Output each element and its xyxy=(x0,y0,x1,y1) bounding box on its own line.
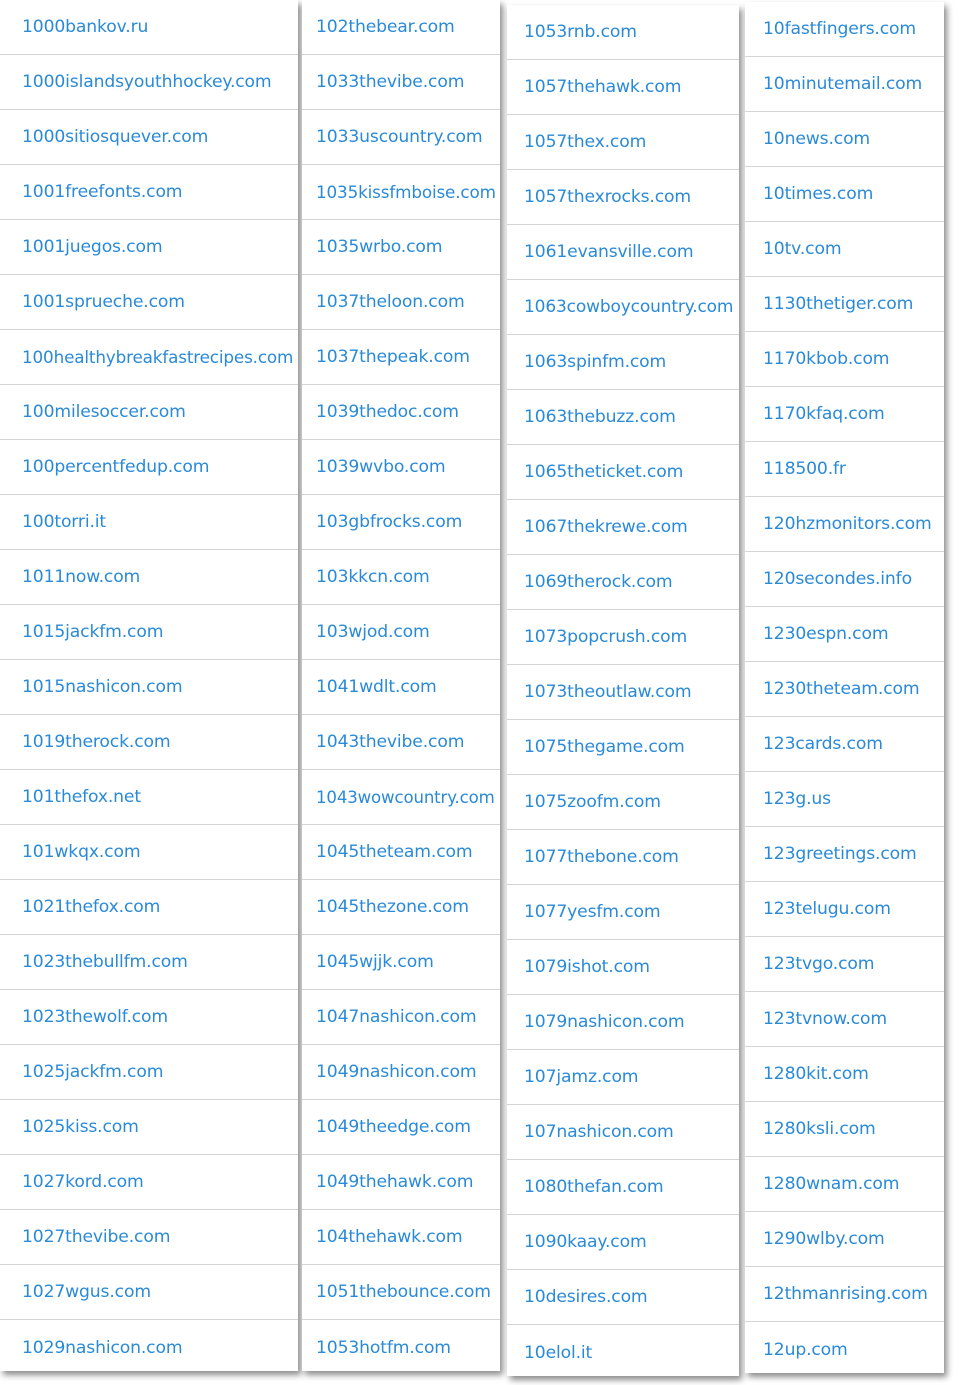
domain-link[interactable]: 1061evansville.com xyxy=(524,242,694,262)
list-item xyxy=(0,385,298,440)
list-item xyxy=(302,1320,500,1375)
domain-link[interactable]: 100milesoccer.com xyxy=(22,402,186,422)
list-item xyxy=(745,167,944,222)
list-item xyxy=(302,1100,500,1155)
domain-link[interactable]: 100torri.it xyxy=(22,512,106,532)
list-item xyxy=(0,0,298,55)
list-item xyxy=(0,330,298,385)
domain-link[interactable]: 1023thewolf.com xyxy=(22,1007,169,1027)
domain-link[interactable]: 1130thetiger.com xyxy=(763,294,914,314)
list-item xyxy=(302,1045,500,1100)
list-item xyxy=(507,280,739,335)
list-item xyxy=(302,605,500,660)
domain-link[interactable]: 1051thebounce.com xyxy=(316,1282,491,1302)
list-item xyxy=(0,660,298,715)
list-item xyxy=(0,1265,298,1320)
domain-link[interactable]: 1027kord.com xyxy=(22,1172,144,1192)
list-item xyxy=(0,440,298,495)
domain-link[interactable]: 1049thehawk.com xyxy=(316,1172,474,1192)
domain-link[interactable]: 12up.com xyxy=(763,1339,848,1360)
domain-link[interactable]: 120secondes.info xyxy=(763,569,912,589)
domain-link[interactable]: 102thebear.com xyxy=(316,17,455,37)
domain-link[interactable]: 1065theticket.com xyxy=(524,462,684,482)
list-item xyxy=(0,1155,298,1210)
domain-column-2 xyxy=(302,0,500,1371)
list-item xyxy=(507,60,739,115)
domain-list xyxy=(302,0,500,1375)
list-item xyxy=(745,112,944,167)
list-item xyxy=(745,552,944,607)
domain-link[interactable]: 1015jackfm.com xyxy=(22,622,164,642)
list-item xyxy=(745,937,944,992)
list-item xyxy=(507,170,739,225)
domain-link[interactable]: 123greetings.com xyxy=(763,844,917,864)
list-item xyxy=(507,115,739,170)
list-item xyxy=(0,110,298,165)
list-item xyxy=(745,1212,944,1267)
domain-link[interactable]: 1041wdlt.com xyxy=(316,677,437,697)
domain-list xyxy=(745,2,944,1377)
domain-link[interactable]: 123telugu.com xyxy=(763,899,891,919)
domain-link[interactable]: 1230espn.com xyxy=(763,624,889,644)
list-item xyxy=(507,1215,739,1270)
domain-link[interactable]: 118500.fr xyxy=(763,459,846,479)
list-item xyxy=(302,385,500,440)
list-item xyxy=(507,1160,739,1215)
domain-link[interactable]: 1037theloon.com xyxy=(316,292,465,312)
list-item xyxy=(0,605,298,660)
domain-link[interactable]: 1027wgus.com xyxy=(22,1282,151,1302)
domain-link[interactable]: 1033thevibe.com xyxy=(316,72,465,92)
domain-link[interactable]: 100percentfedup.com xyxy=(22,457,210,477)
domain-link[interactable]: 1230theteam.com xyxy=(763,679,920,699)
list-item xyxy=(507,720,739,775)
domain-link[interactable]: 1029nashicon.com xyxy=(22,1337,183,1358)
domain-link[interactable]: 1057thexrocks.com xyxy=(524,187,691,207)
list-item xyxy=(745,277,944,332)
list-item xyxy=(302,495,500,550)
list-item xyxy=(302,770,500,825)
domain-link[interactable]: 1075zoofm.com xyxy=(524,792,661,812)
domain-link[interactable]: 1075thegame.com xyxy=(524,737,685,757)
domain-link[interactable]: 1001freefonts.com xyxy=(22,182,183,202)
domain-link[interactable]: 1057thehawk.com xyxy=(524,77,682,97)
domain-link[interactable]: 1090kaay.com xyxy=(524,1232,647,1252)
list-item xyxy=(302,660,500,715)
list-item xyxy=(0,55,298,110)
domain-link[interactable]: 1011now.com xyxy=(22,567,141,587)
list-item xyxy=(745,827,944,882)
domain-link[interactable]: 1033uscountry.com xyxy=(316,127,483,147)
list-item xyxy=(745,882,944,937)
list-item xyxy=(302,825,500,880)
domain-link[interactable]: 1000bankov.ru xyxy=(22,17,149,37)
domain-link[interactable]: 1053hotfm.com xyxy=(316,1337,451,1358)
domain-link[interactable]: 1067thekrewe.com xyxy=(524,517,688,537)
list-item xyxy=(302,1265,500,1320)
list-item xyxy=(0,275,298,330)
list-item xyxy=(0,1210,298,1265)
domain-link[interactable]: 120hzmonitors.com xyxy=(763,514,932,534)
domain-link[interactable]: 1280ksli.com xyxy=(763,1119,876,1139)
list-item xyxy=(507,500,739,555)
list-item xyxy=(745,1322,944,1377)
domain-link[interactable]: 12thmanrising.com xyxy=(763,1284,928,1304)
list-item xyxy=(0,715,298,770)
list-item xyxy=(745,442,944,497)
list-item xyxy=(745,607,944,662)
domain-link[interactable]: 1039thedoc.com xyxy=(316,402,459,422)
domain-link[interactable]: 1043thevibe.com xyxy=(316,732,465,752)
list-item xyxy=(745,1102,944,1157)
list-item xyxy=(0,1100,298,1155)
list-item xyxy=(507,445,739,500)
list-item xyxy=(507,665,739,720)
domain-link[interactable]: 107jamz.com xyxy=(524,1067,639,1087)
list-item xyxy=(745,992,944,1047)
list-item xyxy=(302,275,500,330)
domain-column-4 xyxy=(745,2,944,1373)
domain-link[interactable]: 1170kfaq.com xyxy=(763,404,885,424)
domain-link[interactable]: 10tv.com xyxy=(763,239,842,259)
domain-link[interactable]: 1049theedge.com xyxy=(316,1117,471,1137)
domain-link[interactable]: 1021thefox.com xyxy=(22,897,161,917)
list-item xyxy=(507,610,739,665)
domain-link[interactable]: 1001juegos.com xyxy=(22,237,163,257)
list-item xyxy=(302,440,500,495)
list-item xyxy=(507,1270,739,1325)
domain-link[interactable]: 1019therock.com xyxy=(22,732,171,752)
domain-link[interactable]: 10desires.com xyxy=(524,1287,648,1307)
list-item xyxy=(745,2,944,57)
domain-link[interactable]: 1170kbob.com xyxy=(763,349,890,369)
domain-link[interactable]: 100healthybreakfastrecipes.com xyxy=(22,347,294,367)
list-item xyxy=(302,55,500,110)
list-item xyxy=(507,335,739,390)
list-item xyxy=(302,715,500,770)
domain-link[interactable]: 1043wowcountry.com xyxy=(316,787,495,807)
domain-link[interactable]: 1000sitiosquever.com xyxy=(22,127,209,147)
list-item xyxy=(507,5,739,60)
list-item xyxy=(302,990,500,1045)
list-item xyxy=(302,0,500,55)
list-item xyxy=(302,1155,500,1210)
domain-column-1 xyxy=(0,0,298,1371)
list-item xyxy=(302,880,500,935)
list-item xyxy=(0,1045,298,1100)
list-item xyxy=(302,165,500,220)
list-item xyxy=(507,885,739,940)
list-item xyxy=(302,1210,500,1265)
list-item xyxy=(507,775,739,830)
domain-link[interactable]: 10times.com xyxy=(763,184,874,204)
list-item xyxy=(507,225,739,280)
domain-link[interactable]: 1073theoutlaw.com xyxy=(524,682,692,702)
list-item xyxy=(302,220,500,275)
domain-link[interactable]: 1045theteam.com xyxy=(316,842,473,862)
list-item xyxy=(0,220,298,275)
domain-link[interactable]: 1039wvbo.com xyxy=(316,457,446,477)
domain-link[interactable]: 1290wlby.com xyxy=(763,1229,885,1249)
domain-link[interactable]: 1035wrbo.com xyxy=(316,237,443,257)
domain-link[interactable]: 10news.com xyxy=(763,129,871,149)
list-item xyxy=(745,717,944,772)
list-item xyxy=(302,550,500,605)
list-item xyxy=(745,497,944,552)
list-item xyxy=(507,830,739,885)
domain-link[interactable]: 103wjod.com xyxy=(316,622,430,642)
domain-link[interactable]: 1025jackfm.com xyxy=(22,1062,164,1082)
domain-link[interactable]: 123cards.com xyxy=(763,734,883,754)
list-item xyxy=(0,495,298,550)
domain-link[interactable]: 1079ishot.com xyxy=(524,957,650,977)
domain-link[interactable]: 1037thepeak.com xyxy=(316,347,470,367)
domain-link[interactable]: 1073popcrush.com xyxy=(524,627,688,647)
list-item xyxy=(507,995,739,1050)
list-item xyxy=(745,387,944,442)
domain-link[interactable]: 103kkcn.com xyxy=(316,567,430,587)
list-item xyxy=(745,222,944,277)
list-item xyxy=(0,825,298,880)
domain-link[interactable]: 1063thebuzz.com xyxy=(524,407,676,427)
domain-link[interactable]: 1063cowboycountry.com xyxy=(524,297,734,317)
domain-link[interactable]: 101thefox.net xyxy=(22,787,141,807)
domain-link[interactable]: 10elol.it xyxy=(524,1342,593,1363)
list-item xyxy=(507,1325,739,1380)
domain-link[interactable]: 1035kissfmboise.com xyxy=(316,182,496,202)
list-item xyxy=(302,330,500,385)
domain-link[interactable]: 10minutemail.com xyxy=(763,74,923,94)
domain-link[interactable]: 1049nashicon.com xyxy=(316,1062,477,1082)
list-item xyxy=(745,1267,944,1322)
domain-link[interactable]: 1015nashicon.com xyxy=(22,677,183,697)
list-item xyxy=(507,1105,739,1160)
domain-link[interactable]: 1025kiss.com xyxy=(22,1117,139,1137)
domain-link[interactable]: 1080thefan.com xyxy=(524,1177,664,1197)
list-item xyxy=(0,935,298,990)
domain-link[interactable]: 123tvgo.com xyxy=(763,954,875,974)
list-item xyxy=(507,390,739,445)
domain-link[interactable]: 1077thebone.com xyxy=(524,847,679,867)
domain-link[interactable]: 107nashicon.com xyxy=(524,1122,674,1142)
domain-column-3 xyxy=(507,5,739,1376)
domain-link[interactable]: 1027thevibe.com xyxy=(22,1227,171,1247)
domain-link[interactable]: 1057thex.com xyxy=(524,132,647,152)
domain-link[interactable]: 103gbfrocks.com xyxy=(316,512,463,532)
list-item xyxy=(0,880,298,935)
domain-link[interactable]: 1045wjjk.com xyxy=(316,952,434,972)
domain-link[interactable]: 1280kit.com xyxy=(763,1064,869,1084)
list-item xyxy=(745,772,944,827)
domain-link[interactable]: 123g.us xyxy=(763,789,831,809)
domain-link[interactable]: 1077yesfm.com xyxy=(524,902,661,922)
list-item xyxy=(0,990,298,1045)
list-item xyxy=(0,1320,298,1375)
domain-link[interactable]: 1053rnb.com xyxy=(524,22,637,42)
list-item xyxy=(302,110,500,165)
domain-link[interactable]: 1063spinfm.com xyxy=(524,352,667,372)
domain-link[interactable]: 1045thezone.com xyxy=(316,897,469,917)
domain-link[interactable]: 123tvnow.com xyxy=(763,1009,887,1029)
list-item xyxy=(745,1157,944,1212)
list-item xyxy=(745,332,944,387)
list-item xyxy=(302,935,500,990)
domain-link[interactable]: 1000islandsyouthhockey.com xyxy=(22,72,272,92)
domain-link[interactable]: 1069therock.com xyxy=(524,572,673,592)
list-item xyxy=(745,662,944,717)
list-item xyxy=(507,940,739,995)
list-item xyxy=(0,165,298,220)
domain-link[interactable]: 1079nashicon.com xyxy=(524,1012,685,1032)
list-item xyxy=(507,555,739,610)
domain-link[interactable]: 10fastfingers.com xyxy=(763,19,916,39)
domain-link[interactable]: 1280wnam.com xyxy=(763,1174,900,1194)
list-item xyxy=(0,550,298,605)
list-item xyxy=(745,1047,944,1102)
domain-list xyxy=(507,5,739,1380)
list-item xyxy=(507,1050,739,1105)
list-item xyxy=(745,57,944,112)
domain-link[interactable]: 1001sprueche.com xyxy=(22,292,185,312)
domain-link[interactable]: 1023thebullfm.com xyxy=(22,952,188,972)
domain-link[interactable]: 1047nashicon.com xyxy=(316,1007,477,1027)
list-item xyxy=(0,770,298,825)
domain-list xyxy=(0,0,298,1375)
domain-link[interactable]: 104thehawk.com xyxy=(316,1227,463,1247)
domain-link[interactable]: 101wkqx.com xyxy=(22,842,141,862)
